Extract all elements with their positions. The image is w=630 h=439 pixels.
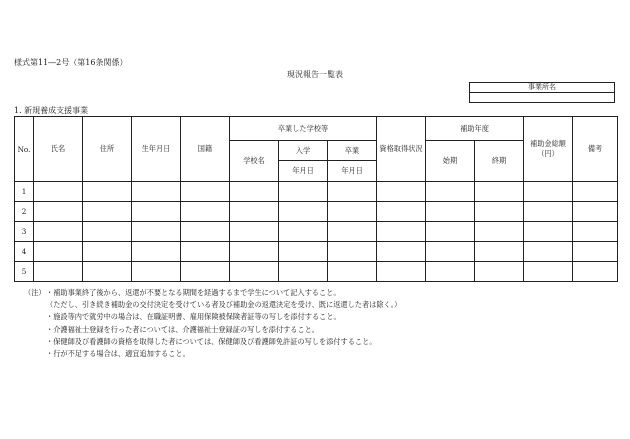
- table-cell[interactable]: [279, 262, 328, 282]
- header-start: 始期: [426, 141, 475, 182]
- header-remarks: 備考: [573, 117, 618, 182]
- table-cell[interactable]: [83, 262, 132, 282]
- table-cell[interactable]: [475, 262, 524, 282]
- table-cell[interactable]: [377, 242, 426, 262]
- table-cell[interactable]: [181, 182, 230, 202]
- table-cell[interactable]: [181, 242, 230, 262]
- note-text: ・補助事業終了後から、返還が不要となる期間を経過するまで学生について記入すること。: [46, 288, 341, 297]
- table-cell[interactable]: [328, 182, 377, 202]
- table-cell[interactable]: [279, 242, 328, 262]
- table-cell[interactable]: [377, 202, 426, 222]
- table-cell[interactable]: [377, 222, 426, 242]
- table-cell[interactable]: [377, 182, 426, 202]
- note-text: ・保健師及び看護師の資格を取得した者については、保健師及び看護師免許証の写しを添付すること。: [46, 336, 377, 346]
- table-cell[interactable]: [181, 202, 230, 222]
- table-cell[interactable]: [83, 222, 132, 242]
- row-number: 4: [15, 242, 34, 262]
- office-name-label: 事業所名: [470, 83, 615, 93]
- table-cell[interactable]: [230, 202, 279, 222]
- header-subsidy-year: 補助年度: [426, 117, 524, 141]
- table-cell[interactable]: [279, 182, 328, 202]
- table-cell[interactable]: [34, 262, 83, 282]
- table-cell[interactable]: [230, 182, 279, 202]
- table-cell[interactable]: [426, 182, 475, 202]
- section-heading: 1. 新規養成支援事業: [14, 106, 89, 115]
- table-row: [15, 182, 618, 202]
- table-cell[interactable]: [328, 242, 377, 262]
- status-report-table: [14, 116, 618, 282]
- table-row: [15, 242, 618, 262]
- table-cell[interactable]: [573, 182, 618, 202]
- table-cell[interactable]: [573, 262, 618, 282]
- table-cell[interactable]: [524, 182, 573, 202]
- table-cell[interactable]: [34, 222, 83, 242]
- row-number: 2: [15, 202, 34, 222]
- header-school-group: 卒業した学校等: [230, 117, 377, 141]
- notes-marker: （注）: [24, 288, 46, 297]
- table-cell[interactable]: [34, 202, 83, 222]
- note-text: ・介護福祉士登録を行った者については、介護福祉士登録証の写しを添付すること。: [46, 324, 319, 334]
- note-line: [24, 287, 401, 299]
- table-cell[interactable]: [279, 222, 328, 242]
- table-cell[interactable]: [426, 242, 475, 262]
- table-cell[interactable]: [524, 262, 573, 282]
- table-cell[interactable]: [524, 222, 573, 242]
- table-cell[interactable]: [230, 222, 279, 242]
- note-text: ・行が不足する場合は、適宜追加すること。: [46, 349, 190, 359]
- header-graduation: 卒業: [328, 141, 377, 161]
- table-cell[interactable]: [132, 202, 181, 222]
- table-cell[interactable]: [524, 242, 573, 262]
- header-admission: 入学: [279, 141, 328, 161]
- table-cell[interactable]: [132, 262, 181, 282]
- table-cell[interactable]: [426, 222, 475, 242]
- office-name-field[interactable]: [470, 93, 615, 103]
- header-nationality: 国籍: [181, 117, 230, 182]
- form-number: 様式第11―2号（第16条関係）: [14, 58, 128, 67]
- table-cell[interactable]: [426, 202, 475, 222]
- document-title: 現況報告一覧表: [287, 70, 343, 79]
- row-number: 1: [15, 182, 34, 202]
- header-school-name: 学校名: [230, 141, 279, 182]
- table-cell[interactable]: [279, 202, 328, 222]
- table-row: [15, 222, 618, 242]
- table-cell[interactable]: [34, 242, 83, 262]
- table-cell[interactable]: [328, 202, 377, 222]
- table-cell[interactable]: [475, 242, 524, 262]
- header-no: No.: [15, 117, 34, 182]
- table-cell[interactable]: [83, 182, 132, 202]
- table-cell[interactable]: [132, 242, 181, 262]
- table-cell[interactable]: [573, 222, 618, 242]
- table-cell[interactable]: [475, 202, 524, 222]
- table-cell[interactable]: [230, 262, 279, 282]
- note-text: （ただし、引き続き補助金の交付決定を受けている者及び補助金の返還決定を受け、既に返還した者は除く。）: [46, 300, 402, 310]
- header-graduation-date: 年月日: [328, 161, 377, 182]
- table-cell[interactable]: [230, 242, 279, 262]
- header-end: 終期: [475, 141, 524, 182]
- table-cell[interactable]: [181, 262, 230, 282]
- row-number: 3: [15, 222, 34, 242]
- table-cell[interactable]: [475, 182, 524, 202]
- table-cell[interactable]: [377, 262, 426, 282]
- header-total-amount: 補助金総額（円）: [524, 117, 573, 182]
- table-cell[interactable]: [34, 182, 83, 202]
- header-birthdate: 生年月日: [132, 117, 181, 182]
- table-cell[interactable]: [83, 242, 132, 262]
- office-name-box: [469, 82, 615, 103]
- table-cell[interactable]: [524, 202, 573, 222]
- table-cell[interactable]: [426, 262, 475, 282]
- notes-section: [24, 287, 401, 360]
- header-admission-date: 年月日: [279, 161, 328, 182]
- header-name: 氏名: [34, 117, 83, 182]
- table-cell[interactable]: [328, 222, 377, 242]
- table-cell[interactable]: [573, 202, 618, 222]
- header-row: [15, 117, 618, 141]
- table-cell[interactable]: [475, 222, 524, 242]
- table-cell[interactable]: [573, 242, 618, 262]
- table-cell[interactable]: [181, 222, 230, 242]
- row-number: 5: [15, 262, 34, 282]
- header-qualification: 資格取得状況: [377, 117, 426, 182]
- table-row: [15, 202, 618, 222]
- table-cell[interactable]: [132, 222, 181, 242]
- note-text: ・施設等内で就労中の場合は、在職証明書、雇用保険被保険者証等の写しを添付すること。: [46, 312, 341, 322]
- table-cell[interactable]: [328, 262, 377, 282]
- header-address: 住所: [83, 117, 132, 182]
- table-cell[interactable]: [83, 202, 132, 222]
- table-row: [15, 262, 618, 282]
- table-cell[interactable]: [132, 182, 181, 202]
